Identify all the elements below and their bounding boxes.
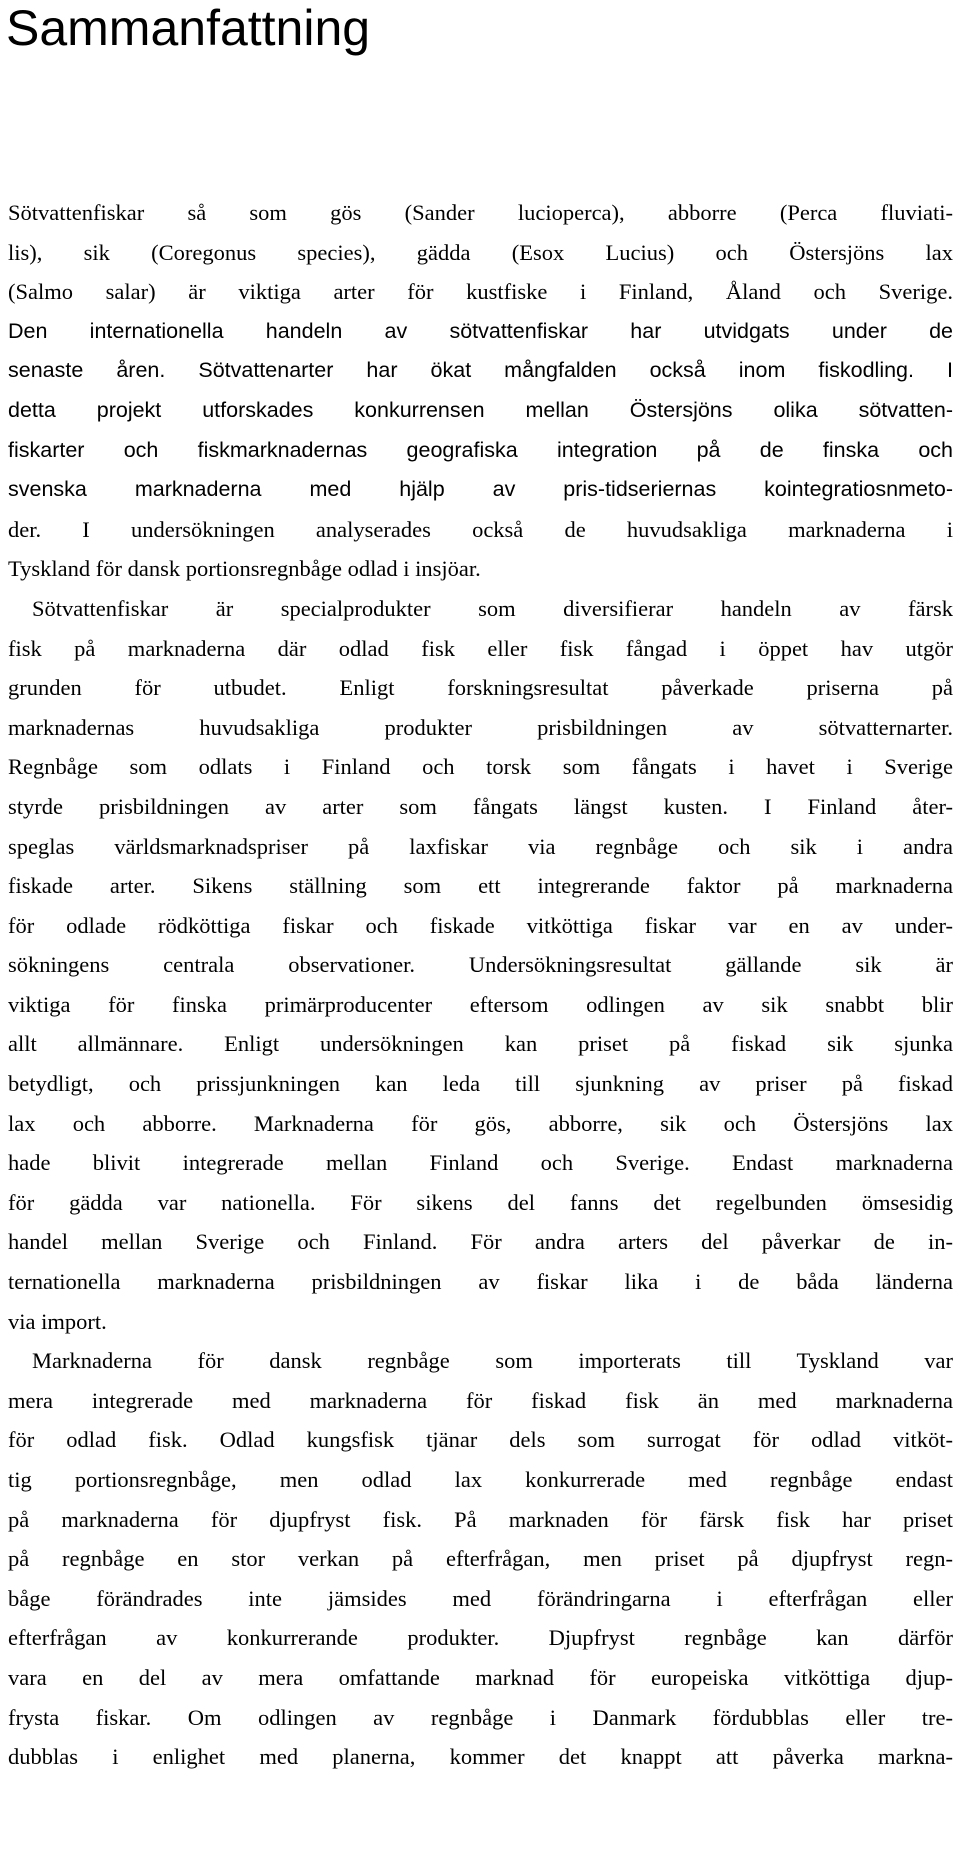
summary-body [8,193,953,1777]
text-line: Tyskland för dansk portionsregnbåge odlad i insjöar. [8,556,481,582]
text-line: mera integrerade med marknaderna för fiskad fisk än med marknaderna [8,1387,953,1413]
text-line: lax och abborre. Marknaderna för gös, abborre, sik och Östersjöns lax [8,1110,953,1136]
text-line: frysta fiskar. Om odlingen av regnbåge i Danmark fördubblas eller tre- [8,1704,953,1730]
text-line: för gädda var nationella. För sikens del fanns det regelbunden ömsesidig [8,1189,953,1215]
text-line: båge förändrades inte jämsides med förändringarna i efterfrågan eller [8,1585,953,1611]
text-line: Regnbåge som odlats i Finland och torsk som fångats i havet i Sverige [8,754,953,780]
text-line: Den internationella handeln av sötvattenfiskar har utvidgats under de [8,318,953,343]
text-line: marknadernas huvudsakliga produkter prisbildningen av sötvatternarter. [8,714,953,740]
text-line: fiskade arter. Sikens ställning som ett integrerande faktor på marknaderna [8,873,953,899]
text-line: betydligt, och prissjunkningen kan leda till sjunkning av priser på fiskad [8,1071,953,1097]
text-line: fisk på marknaderna där odlad fisk eller fisk fångad i öppet hav utgör [8,635,953,661]
text-line: tig portionsregnbåge, men odlad lax konkurrerade med regnbåge endast [8,1467,953,1492]
text-line: styrde prisbildningen av arter som fångats längst kusten. I Finland åter- [8,793,953,819]
text-line: (Salmo salar) är viktiga arter för kustfiske i Finland, Åland och Sverige. [8,279,953,305]
text-line: på regnbåge en stor verkan på efterfrågan, men priset på djupfryst regn- [8,1546,953,1572]
text-line: speglas världsmarknadspriser på laxfiskar via regnbåge och sik i andra [8,833,953,859]
text-line: svenska marknaderna med hjälp av pris-tidseriernas kointegratiosnmeto- [8,477,953,502]
page-title: Sammanfattning [6,0,371,56]
text-line: fiskarter och fiskmarknadernas geografiska integration på de finska och [8,437,953,462]
text-line: på marknaderna för djupfryst fisk. På marknaden för färsk fisk har priset [8,1506,953,1532]
text-line: Marknaderna för dansk regnbåge som importerats till Tyskland var [32,1348,953,1374]
text-line: ternationella marknaderna prisbildningen av fiskar lika i de båda länderna [8,1269,953,1295]
text-line: allt allmännare. Enligt undersökningen kan priset på fiskad sik sjunka [8,1031,953,1057]
text-line: grunden för utbudet. Enligt forskningsresultat påverkade priserna på [8,675,953,701]
text-line: senaste åren. Sötvattenarter har ökat mångfalden också inom fiskodling. I [8,358,953,383]
text-line: sökningens centrala observationer. Undersökningsresultat gällande sik är [8,952,953,978]
text-line: Sötvattenfiskar är specialprodukter som diversifierar handeln av färsk [32,595,953,621]
text-line: dubblas i enlighet med planerna, kommer det knappt att påverka markna- [8,1744,953,1770]
text-line: detta projekt utforskades konkurrensen mellan Östersjöns olika sötvatten- [8,397,953,422]
text-line: Sötvattenfiskar så som gös (Sander lucioperca), abborre (Perca fluviati- [8,200,953,225]
text-line: efterfrågan av konkurrerande produkter. Djupfryst regnbåge kan därför [8,1625,953,1651]
text-line: handel mellan Sverige och Finland. För andra arters del påverkar de in- [8,1229,953,1255]
text-line: viktiga för finska primärproducenter eftersom odlingen av sik snabbt blir [8,991,953,1017]
text-line: lis), sik (Coregonus species), gädda (Esox Lucius) och Östersjöns lax [8,239,953,265]
text-line: för odlad fisk. Odlad kungsfisk tjänar dels som surrogat för odlad vitköt- [8,1427,953,1453]
text-line: via import. [8,1308,107,1334]
text-line: der. I undersökningen analyserades också de huvudsakliga marknaderna i [8,516,953,542]
text-line: hade blivit integrerade mellan Finland och Sverige. Endast marknaderna [8,1150,953,1176]
text-line: för odlade rödköttiga fiskar och fiskade vitköttiga fiskar var en av under- [8,912,953,938]
text-line: vara en del av mera omfattande marknad för europeiska vitköttiga djup- [8,1664,953,1690]
